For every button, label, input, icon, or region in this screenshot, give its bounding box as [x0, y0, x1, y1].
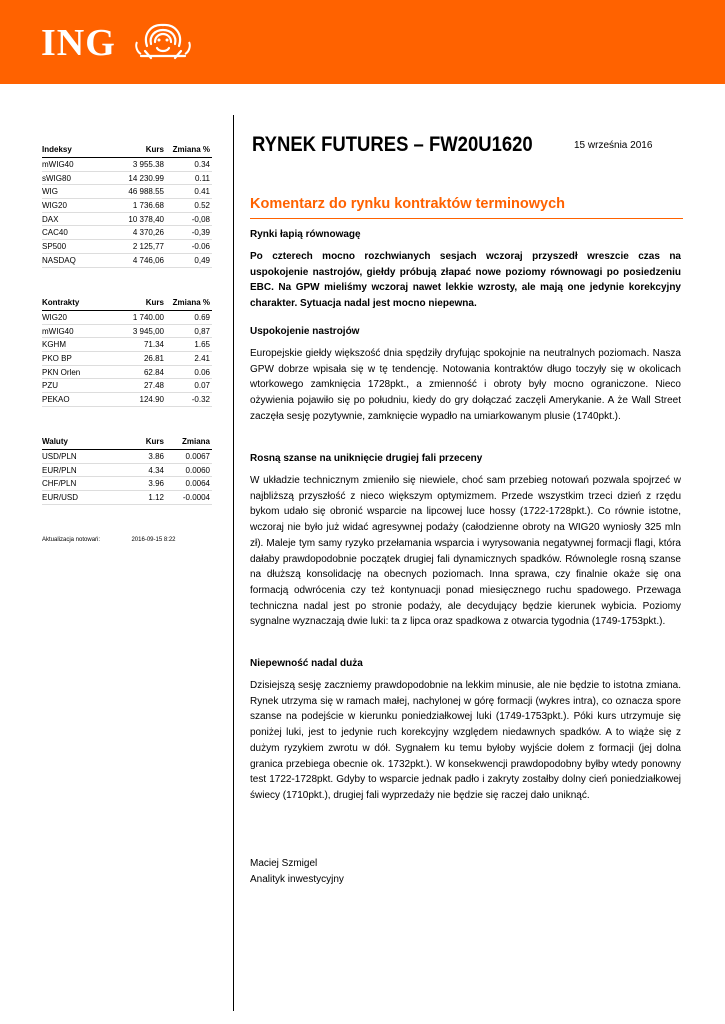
lion-logo-icon — [133, 18, 193, 64]
table-cell: 0.07 — [194, 381, 210, 391]
table-cell: 0,87 — [194, 326, 210, 336]
report-date: 15 września 2016 — [574, 140, 653, 151]
col-header: Indeksy — [42, 145, 72, 154]
table-row — [42, 338, 212, 352]
table-row — [42, 213, 212, 227]
report-title: RYNEK FUTURES – FW20U1620 — [252, 133, 533, 156]
table-cell: 0.41 — [194, 187, 210, 197]
table-cell: NASDAQ — [42, 255, 76, 265]
update-timestamp — [42, 537, 212, 543]
col-header: Kurs — [145, 145, 164, 154]
table-cell: PEKAO — [42, 394, 70, 404]
author-name: Maciej Szmigel — [250, 858, 318, 869]
table-cell: SP500 — [42, 241, 67, 251]
table-cell: PZU — [42, 381, 58, 391]
table-cell: 3 955.38 — [132, 159, 164, 169]
table-cell: 0.11 — [195, 173, 210, 183]
table-cell: 0.52 — [194, 200, 210, 210]
section-rynki — [250, 227, 681, 312]
table-cell: EUR/PLN — [42, 465, 77, 475]
table-cell: 1 740.00 — [132, 312, 164, 322]
table-cell: 0.06 — [194, 367, 210, 377]
section-heading: Niepewność nadal duża — [250, 658, 363, 669]
table-cell: CHF/PLN — [42, 479, 77, 489]
table-cell: mWIG40 — [42, 326, 74, 336]
section-body: Po czterech mocno rozchwianych sesjach wczoraj przyszedł wreszcie czas na uspokojenie nastrojów, giełdy próbują złapać nowe poziomy równowagi po posiedzeniu EBC. Na GPW mieliśmy wczoraj nawet lekkie wzrosty, ale mają one jedynie korekcyjny charakter. Sytuacja nadal jest mocno niepewna. — [250, 251, 681, 310]
section-body: W układzie technicznym zmieniło się niewiele, choć sam przebieg notowań pozwala spojrzeć w najbliższą przyszłość z nieco większym optymizmem. Przede wszystkim trzeci dzień z rzędu bykom udało się obronić wsparcie na lipcowej luce hossy (1722-1728pkt.). Co równie istotne, wczoraj nie było już widać agresywnej podaży (całodzienne obroty na WIG20 wyniosły 325 mln zł). Maleje tym samy ryzyko przełamania wsparcia i wyrysowania negatywnej formacji flagi, która dałaby prawdopodobnie początek drugiej fali dynamicznych spadków. Równolegle rosną szanse na dłuższą konsolidację na obecnych poziomach. Inna sprawa, czy finalnie okaże się ona formacją odwrócenia czy też kontynuacji ponad miesięcznego ruchu spadowego. Przewaga techniczna nadal jest po stronie podaży, ale decydujący będzie kierunek wybicia. Poziomy sygnalne wyznaczają dwie luki: ta z lipca oraz spadkowa z otwarcia tygodnia (1749-1753pkt.). — [250, 475, 681, 628]
col-header: Kontrakty — [42, 298, 80, 307]
col-header: Zmiana % — [172, 145, 210, 154]
signature — [250, 856, 344, 888]
table-row — [42, 450, 212, 464]
table-row — [42, 311, 212, 325]
indices-table — [42, 144, 212, 268]
table-cell: 4 746,06 — [132, 255, 164, 265]
table-row — [42, 393, 212, 407]
table-row — [42, 185, 212, 199]
table-cell: 3.86 — [148, 451, 164, 461]
table-cell: 71.34 — [143, 340, 164, 350]
table-cell: 46 988.55 — [128, 187, 164, 197]
table-cell: 27.48 — [143, 381, 164, 391]
table-cell: sWIG80 — [42, 173, 71, 183]
table-row — [42, 226, 212, 240]
table-cell: -0.06 — [191, 241, 210, 251]
table-row — [42, 352, 212, 366]
table-cell: EUR/USD — [42, 492, 79, 502]
col-header: Waluty — [42, 437, 68, 446]
subtitle-rule — [250, 218, 683, 219]
table-cell: 3 945,00 — [132, 326, 164, 336]
currencies-header — [42, 436, 212, 450]
contracts-header — [42, 297, 212, 311]
table-cell: -0,08 — [191, 214, 210, 224]
table-row — [42, 172, 212, 186]
section-szanse — [250, 451, 681, 630]
table-row — [42, 240, 212, 254]
indices-header — [42, 144, 212, 158]
table-cell: -0.0004 — [182, 492, 210, 502]
table-cell: 62.84 — [143, 367, 164, 377]
section-niepewnosc — [250, 656, 681, 804]
table-cell: -0.32 — [191, 394, 210, 404]
table-cell: 0.34 — [194, 159, 210, 169]
table-cell: -0,39 — [191, 228, 210, 238]
table-cell: 2 125,77 — [132, 241, 164, 251]
table-cell: KGHM — [42, 340, 66, 350]
header-banner — [0, 0, 725, 84]
table-cell: 26.81 — [143, 353, 164, 363]
table-cell: WIG20 — [42, 312, 67, 322]
update-value: 2016-09-15 8:22 — [131, 537, 176, 543]
table-row — [42, 464, 212, 478]
table-cell: 3.96 — [148, 479, 164, 489]
update-label: Aktualizacja notowań: — [42, 537, 101, 543]
table-cell: CAC40 — [42, 228, 68, 238]
table-row — [42, 491, 212, 505]
col-header: Zmiana — [181, 437, 210, 446]
table-row — [42, 254, 212, 268]
ing-logo: ING — [41, 22, 116, 64]
table-cell: 1.65 — [194, 340, 210, 350]
table-cell: WIG20 — [42, 200, 67, 210]
table-row — [42, 158, 212, 172]
column-divider — [233, 115, 234, 1011]
table-cell: 2.41 — [194, 353, 210, 363]
table-cell: 0.69 — [194, 312, 210, 322]
table-cell: 1 736.68 — [132, 200, 164, 210]
table-cell: 4.34 — [148, 465, 164, 475]
col-header: Kurs — [145, 437, 164, 446]
table-cell: 10 378,40 — [128, 214, 164, 224]
section-body: Dzisiejszą sesję zaczniemy prawdopodobnie na lekkim minusie, ale nie będzie to istotna zmiana. Rynek utrzyma się w ramach małej, nachylonej w górę formacji (wykres intra), co oznacza spore szanse na podejście w kierunku poniedziałkowej luki (1749-1753pkt.). Póki kurs utrzymuje się poniżej luki, jest to jedynie ruch korekcyjny względem niedawnych spadków. A to wiąże się z dużym ryzykiem zwrotu w dół. Sygnałem ku temu byłoby wyjście dołem z formacji (jej dolna granica przebiega obecnie ok. 1732pkt.). W konsekwencji prawdopodobny byłby wtedy ponowny test 1722-1728pkt. Gdyby to wsparcie jednak padło i zakryty zostałby dolny cień poniedziałkowej świecy (1710pkt.), drugiej fali wyprzedaży nie będzie się raczej dało uniknąć. — [250, 680, 681, 801]
table-cell: PKO BP — [42, 353, 72, 363]
section-heading: Rynki łapią równowagę — [250, 229, 361, 240]
table-cell: 1.12 — [148, 492, 164, 502]
table-cell: mWIG40 — [42, 159, 74, 169]
table-cell: 0.0067 — [185, 451, 210, 461]
table-row — [42, 199, 212, 213]
table-cell: WIG — [42, 187, 58, 197]
table-row — [42, 366, 212, 380]
report-subtitle: Komentarz do rynku kontraktów terminowych — [250, 196, 566, 212]
section-body: Europejskie giełdy większość dnia spędziły dryfując spokojnie na neutralnych poziomach. Nasza GPW dobrze wpisała się w tę tendencję. Notowania kontraktów długo toczyły się w okolicach wtorkowego zamknięcia 1728pkt., a zmienność i obroty były mocno ograniczone. Nieco ożywienia pojawiło się po południu, kiedy do gry dołączać zaczęli Amerykanie. A że Wall Street zaczęła sesję pozytywnie, zamknięcie wypadło na umiarkowanym plusie (1740pkt.). — [250, 348, 681, 422]
table-cell: 14 230.99 — [128, 173, 164, 183]
table-cell: 4 370,26 — [132, 228, 164, 238]
table-row — [42, 477, 212, 491]
table-cell: 0.0060 — [185, 465, 210, 475]
table-cell: DAX — [42, 214, 59, 224]
author-role: Analityk inwestycyjny — [250, 874, 344, 885]
contracts-table — [42, 297, 212, 407]
table-row — [42, 379, 212, 393]
col-header: Zmiana % — [172, 298, 210, 307]
table-row — [42, 325, 212, 339]
section-uspokojenie — [250, 324, 681, 425]
section-heading: Rosną szanse na uniknięcie drugiej fali przeceny — [250, 453, 483, 464]
section-heading: Uspokojenie nastrojów — [250, 326, 360, 337]
col-header: Kurs — [145, 298, 164, 307]
table-cell: PKN Orlen — [42, 367, 81, 377]
table-cell: 0.0064 — [185, 479, 210, 489]
table-cell: USD/PLN — [42, 451, 77, 461]
table-cell: 0,49 — [194, 255, 210, 265]
currencies-table — [42, 436, 212, 505]
table-cell: 124.90 — [139, 394, 164, 404]
